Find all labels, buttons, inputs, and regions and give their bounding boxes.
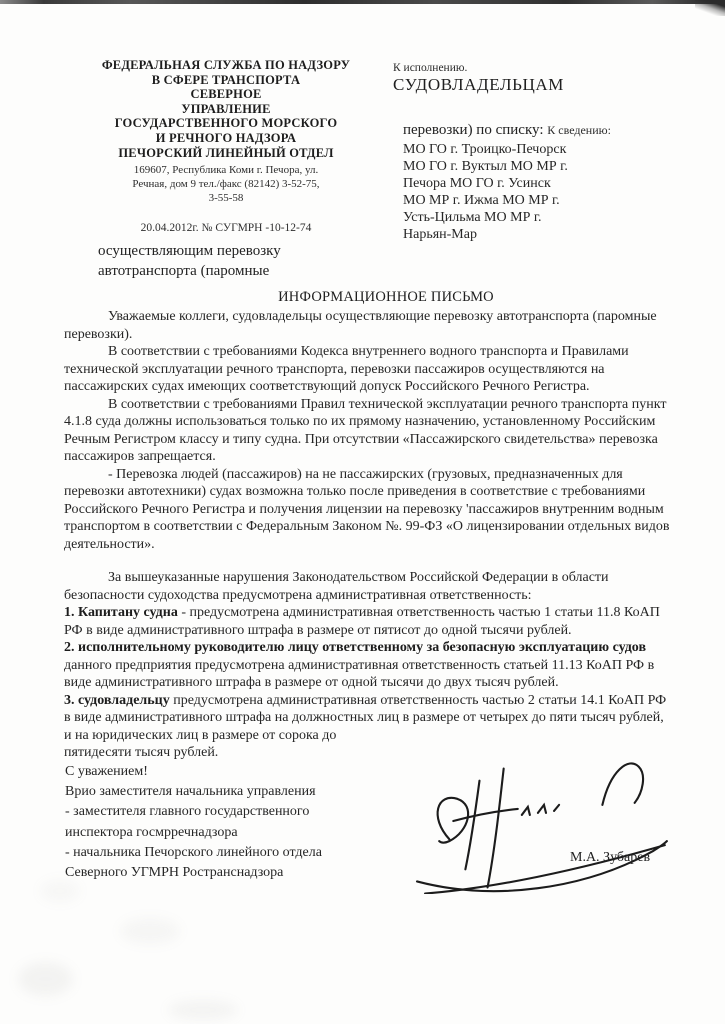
recipient-line: Печора МО ГО г. Усинск (403, 175, 551, 191)
recipients-intro-info: К сведению: (547, 123, 611, 137)
shipowners-heading: СУДОВЛАДЕЛЬЦАМ (393, 75, 564, 94)
org-address-line: Речная, дом 9 тел./факс (82142) 3-52-75, (132, 177, 320, 190)
recipient-line: Усть-Цильма МО МР г. (403, 209, 542, 225)
recipients-intro (393, 121, 693, 139)
closing-block (65, 762, 677, 1012)
letter-title: ИНФОРМАЦИОННОЕ ПИСЬМО (278, 289, 494, 305)
to-execution-note: К исполнению. (393, 62, 468, 74)
recipients-intro-main: перевозки) по списку: (403, 122, 548, 138)
org-name-line: В СФЕРЕ ТРАНСПОРТА (151, 72, 301, 87)
org-address-line: 169607, Республика Коми г. Печора, ул. (133, 164, 319, 177)
recipients-block (393, 62, 693, 243)
org-name-line: И РЕЧНОГО НАДЗОРА (155, 130, 297, 145)
closing-line: - начальника Печорского линейного отдела (65, 844, 322, 860)
ref-number: 20.04.2012г. № СУГМРН -10-12-74 (140, 221, 312, 234)
letterhead (60, 58, 392, 282)
paragraph-passenger-transport: - Перевозка людей (пассажиров) на не пассажирских (грузовых, предназначенных для перевозки автотехники) судах возможна только после приведения в соответствие с требованиями Российского Речного Регистра и получения лицензии на перевозку 'пассажиров внутренним водным транспортом в соответствии с Федеральным Законом №. 99-ФЗ «О лицензировании отдельных видов деятельности». (64, 466, 670, 552)
paragraph-liability-intro: За вышеуказанные нарушения Законодательством Российской Федерации в области безопасности судоходства предусмотрена административная ответственность: (64, 570, 609, 603)
liability-item-lead: 3. судовладельцу (64, 692, 170, 708)
addressee-continuation (60, 241, 392, 282)
closing-line: С уважением! (65, 764, 148, 779)
org-name-line: ПЕЧОРСКИЙ ЛИНЕЙНЫЙ ОТДЕЛ (118, 145, 334, 160)
liability-item-captain (64, 604, 673, 639)
paragraph-pte-rules: В соответствии с требованиями Правил технической эксплуатации речного транспорта пункт 4.1.8 суда должны использоваться только по их прямому назначению, установленному Российским Речным Регистром классу и типу судна. При отсутствии «Пассажирского свидетельства» перевозка пассажиров запрещается. (64, 396, 667, 464)
scan-artifact-top-edge (0, 0, 725, 4)
closing-line: Врио заместителя начальника управления (65, 784, 316, 800)
addressee-line: автотранспорта (паромные (98, 263, 270, 280)
recipient-line: МО МР г. Ижма МО МР г. (403, 192, 560, 208)
paragraph-greeting: Уважаемые коллеги, судовладельцы осуществляющие перевозку автотранспорта (паромные перевозки). (64, 309, 657, 342)
org-name-line: СЕВЕРНОЕ (190, 87, 262, 102)
org-name-line: ГОСУДАРСТВЕННОГО МОРСКОГО (114, 116, 338, 131)
closing-line: - заместителя главного государственного (65, 804, 310, 820)
liability-item-shipowner (64, 692, 673, 762)
org-name-line: ФЕДЕРАЛЬНАЯ СЛУЖБА ПО НАДЗОРУ (101, 58, 351, 72)
closing-line: инспектора госмрречнадзора (65, 824, 238, 840)
liability-item-executive (64, 639, 673, 692)
org-address (60, 164, 392, 205)
paragraph-kvvt-rules: В соответствии с требованиями Кодекса внутреннего водного транспорта и Правилами технической эксплуатации речного транспорта, перевозки пассажиров осуществляются на пассажирских судах имеющих соответствующий допуск Российского Речного Регистра. (64, 344, 629, 394)
liability-item-text: данного предприятия предусмотрена административная ответственность статьей 11.13 КоАП РФ в виде административного штрафа в размере от одной тысячи до двух тысяч рублей. (64, 657, 655, 690)
liability-item-text: предусмотрена административная ответственность частью 2 статьи 14.1 КоАП РФ в виде административного штрафа на должностных лиц в размере от четырех до пяти тысяч рублей, и на юридических лиц в размере от сорока до (64, 692, 667, 743)
handwritten-signature (413, 752, 685, 894)
liability-item-lead: 1. Капитану судна (64, 605, 178, 620)
signer-name: М.А. Зубарев (570, 850, 651, 865)
recipient-line: МО ГО г. Вуктыл МО МР г. (403, 158, 568, 174)
scan-artifact-corner (695, 0, 725, 16)
letter-body (64, 308, 673, 762)
recipients-list (393, 142, 693, 243)
liability-item-lead: 2. исполнительному руководителю лицу ответственному за безопасную эксплуатацию судов (64, 640, 647, 655)
closing-line: Северного УГМРН Ространснадзора (65, 865, 284, 881)
org-address-line: 3-55-58 (208, 191, 244, 204)
org-name-line: УПРАВЛЕНИЕ (181, 101, 271, 116)
addressee-line: осуществляющим перевозку (98, 242, 281, 259)
recipient-line: Нарьян-Мар (403, 226, 477, 242)
recipient-line: МО ГО г. Троицко-Печорск (403, 142, 567, 157)
liability-item-tail: пятидесяти тысяч рублей. (64, 745, 219, 760)
liability-item-text: - предусмотрена административная ответственность частью 1 статьи 11.8 КоАП РФ в виде административного штрафа в размере от пятисот до одной тысячи рублей. (64, 605, 660, 638)
